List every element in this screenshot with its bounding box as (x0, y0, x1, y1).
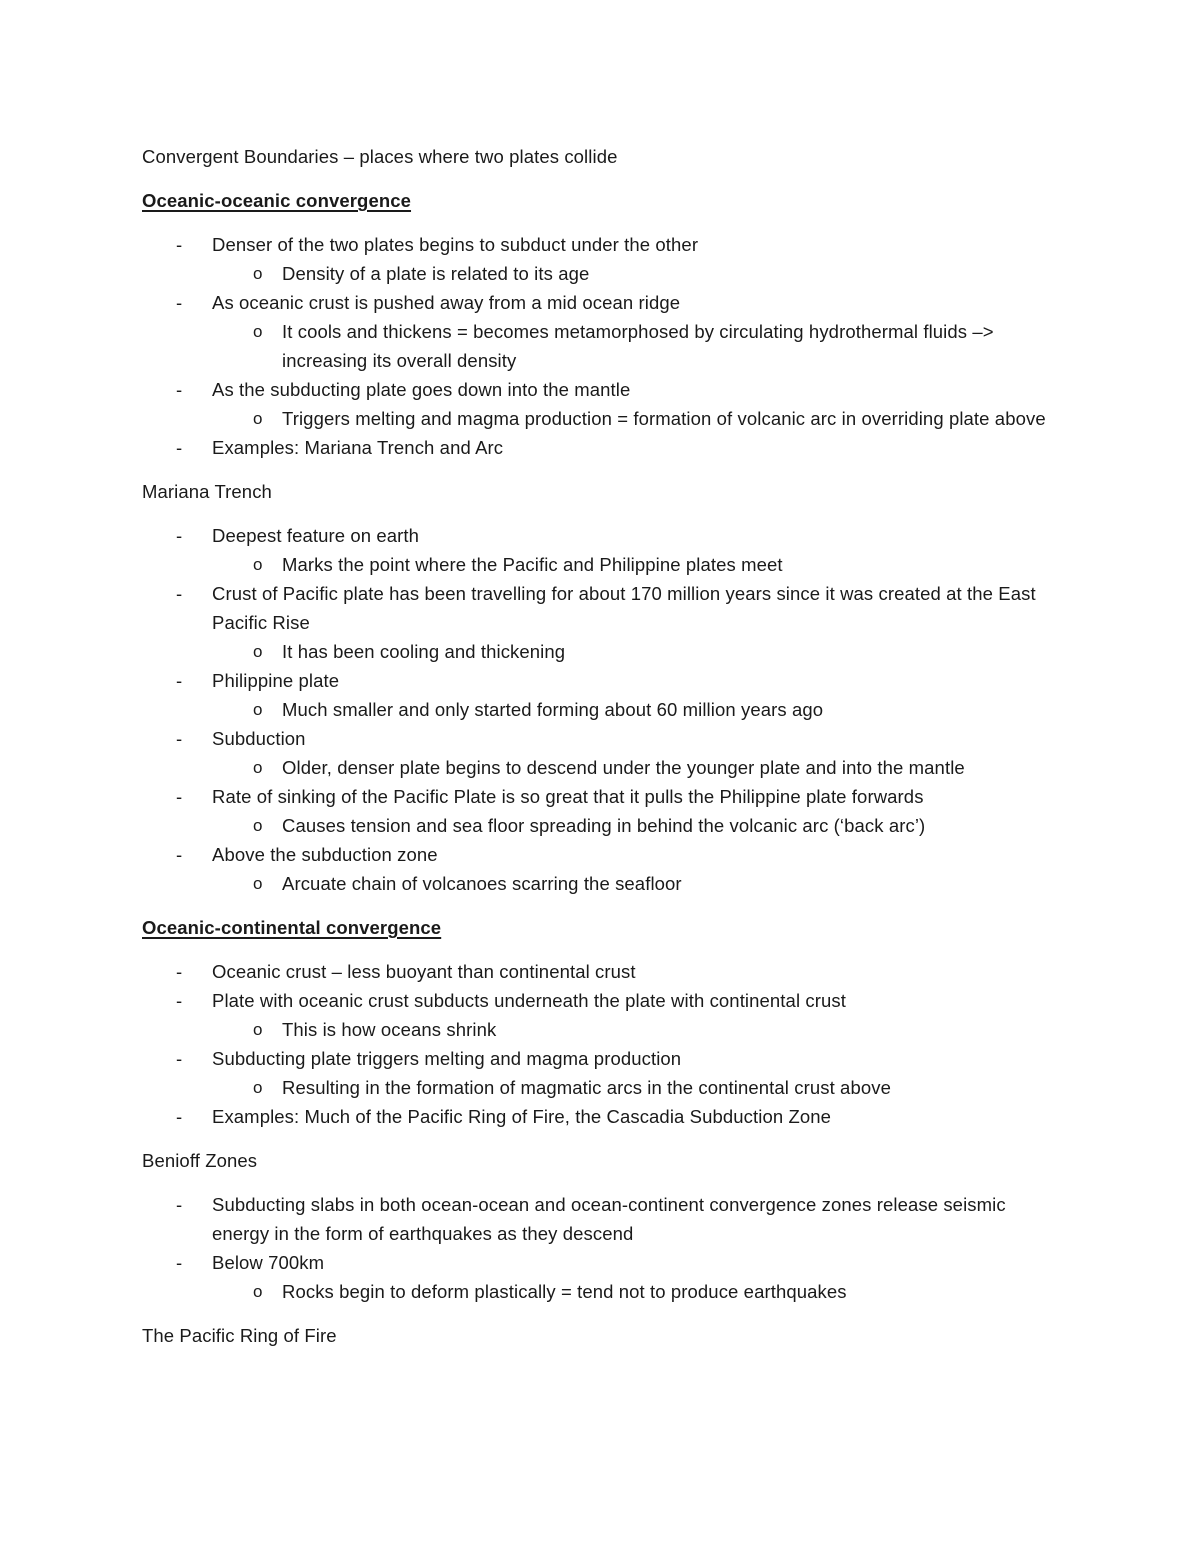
dash-bullet-marker: - (176, 728, 183, 749)
sub-list-item (212, 811, 1062, 840)
sub-list-item-text: Triggers melting and magma production = formation of volcanic arc in overriding plate above (282, 408, 1046, 429)
list-item (142, 433, 1062, 462)
dash-bullet-marker: - (176, 292, 183, 313)
circle-bullet-marker: o (253, 1020, 263, 1039)
sub-bullet-list (212, 869, 1062, 898)
list-item-text: Denser of the two plates begins to subduct under the other (212, 234, 699, 255)
list-item-text: Subduction (212, 728, 306, 749)
circle-bullet-marker: o (253, 1282, 263, 1301)
list-item-text: Examples: Mariana Trench and Arc (212, 437, 504, 458)
bullet-list (142, 1190, 1062, 1306)
dash-bullet-marker: - (176, 583, 183, 604)
dash-bullet-marker: - (176, 1252, 183, 1273)
sub-list-item (212, 695, 1062, 724)
section-heading-benioff-zones: Benioff Zones (142, 1150, 258, 1171)
sub-list-item (212, 1015, 1062, 1044)
dash-bullet-marker: - (176, 670, 183, 691)
section-heading-ring-of-fire: The Pacific Ring of Fire (142, 1325, 337, 1346)
section-heading-oceanic-continental: Oceanic-continental convergence (142, 917, 442, 938)
sub-bullet-list (212, 317, 1062, 375)
list-item (142, 1102, 1062, 1131)
list-item (142, 986, 1062, 1044)
sub-bullet-list (212, 404, 1062, 433)
page-title: Convergent Boundaries – places where two plates collide (142, 146, 618, 167)
list-item-text: As oceanic crust is pushed away from a mid ocean ridge (212, 292, 681, 313)
sub-list-item (212, 637, 1062, 666)
sub-list-item (212, 550, 1062, 579)
dash-bullet-marker: - (176, 234, 183, 255)
section-heading-oceanic-oceanic: Oceanic-oceanic convergence (142, 190, 412, 211)
list-item-text: Examples: Much of the Pacific Ring of Fire, the Cascadia Subduction Zone (212, 1106, 832, 1127)
list-item (142, 957, 1062, 986)
list-item-text: Below 700km (212, 1252, 325, 1273)
list-item (142, 840, 1062, 898)
section-heading-mariana-trench: Mariana Trench (142, 481, 272, 502)
list-item (142, 724, 1062, 782)
sub-list-item (212, 1277, 1062, 1306)
sub-list-item-text: Arcuate chain of volcanoes scarring the seafloor (282, 873, 682, 894)
dash-bullet-marker: - (176, 525, 183, 546)
dash-bullet-marker: - (176, 1106, 183, 1127)
list-item (142, 375, 1062, 433)
sub-list-item-text: It has been cooling and thickening (282, 641, 566, 662)
sub-list-item (212, 753, 1062, 782)
list-item (142, 1044, 1062, 1102)
list-item (142, 579, 1062, 666)
dash-bullet-marker: - (176, 1194, 183, 1215)
sub-list-item (212, 317, 1062, 375)
circle-bullet-marker: o (253, 264, 263, 283)
sub-bullet-list (212, 811, 1062, 840)
list-item-text: Subducting plate triggers melting and magma production (212, 1048, 682, 1069)
sub-list-item-text: This is how oceans shrink (282, 1019, 497, 1040)
dash-bullet-marker: - (176, 379, 183, 400)
list-item-text: Plate with oceanic crust subducts underneath the plate with continental crust (212, 990, 846, 1011)
circle-bullet-marker: o (253, 409, 263, 428)
list-item (142, 782, 1062, 840)
list-item-text: Subducting slabs in both ocean-ocean and ocean-continent convergence zones release seismic energy in the form of earthquakes as they descend (212, 1194, 1006, 1244)
list-item (142, 521, 1062, 579)
circle-bullet-marker: o (253, 555, 263, 574)
sub-list-item-text: Rocks begin to deform plastically = tend not to produce earthquakes (282, 1281, 847, 1302)
sub-bullet-list (212, 550, 1062, 579)
sub-list-item (212, 404, 1062, 433)
dash-bullet-marker: - (176, 961, 183, 982)
list-item-text: Deepest feature on earth (212, 525, 420, 546)
sub-list-item (212, 259, 1062, 288)
list-item (142, 666, 1062, 724)
sub-list-item-text: Causes tension and sea floor spreading in behind the volcanic arc (‘back arc’) (282, 815, 926, 836)
circle-bullet-marker: o (253, 874, 263, 893)
bullet-list (142, 230, 1062, 462)
circle-bullet-marker: o (253, 1078, 263, 1097)
sub-list-item-text: Marks the point where the Pacific and Philippine plates meet (282, 554, 783, 575)
list-item (142, 230, 1062, 288)
dash-bullet-marker: - (176, 1048, 183, 1069)
dash-bullet-marker: - (176, 844, 183, 865)
circle-bullet-marker: o (253, 322, 263, 341)
list-item (142, 1190, 1062, 1248)
sub-list-item-text: Resulting in the formation of magmatic arcs in the continental crust above (282, 1077, 891, 1098)
sub-bullet-list (212, 1277, 1062, 1306)
list-item-text: Above the subduction zone (212, 844, 438, 865)
sub-bullet-list (212, 753, 1062, 782)
sub-bullet-list (212, 637, 1062, 666)
sub-bullet-list (212, 259, 1062, 288)
dash-bullet-marker: - (176, 786, 183, 807)
sub-bullet-list (212, 695, 1062, 724)
sub-bullet-list (212, 1015, 1062, 1044)
bullet-list (142, 957, 1062, 1131)
list-item-text: Crust of Pacific plate has been travelling for about 170 million years since it was created at the East Pacific Rise (212, 583, 1036, 633)
circle-bullet-marker: o (253, 642, 263, 661)
bullet-list (142, 521, 1062, 898)
sub-list-item (212, 869, 1062, 898)
sub-bullet-list (212, 1073, 1062, 1102)
document-body (142, 142, 1062, 1350)
list-item-text: Philippine plate (212, 670, 340, 691)
list-item-text: As the subducting plate goes down into the mantle (212, 379, 631, 400)
circle-bullet-marker: o (253, 758, 263, 777)
dash-bullet-marker: - (176, 990, 183, 1011)
list-item-text: Oceanic crust – less buoyant than continental crust (212, 961, 636, 982)
list-item (142, 288, 1062, 375)
sub-list-item-text: It cools and thickens = becomes metamorphosed by circulating hydrothermal fluids –> increasing its overall density (282, 321, 994, 371)
sub-list-item-text: Older, denser plate begins to descend under the younger plate and into the mantle (282, 757, 965, 778)
list-item (142, 1248, 1062, 1306)
sub-list-item-text: Density of a plate is related to its age (282, 263, 590, 284)
circle-bullet-marker: o (253, 816, 263, 835)
list-item-text: Rate of sinking of the Pacific Plate is so great that it pulls the Philippine plate forwards (212, 786, 924, 807)
sub-list-item-text: Much smaller and only started forming about 60 million years ago (282, 699, 824, 720)
circle-bullet-marker: o (253, 700, 263, 719)
sub-list-item (212, 1073, 1062, 1102)
dash-bullet-marker: - (176, 437, 183, 458)
